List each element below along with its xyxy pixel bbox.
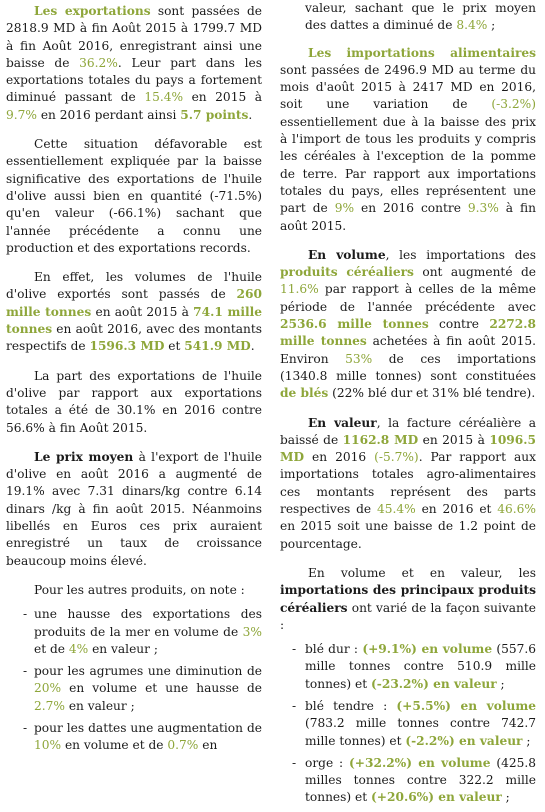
left-column: [6, 0, 262, 760]
average-price-heading: Le prix moyen: [34, 449, 134, 464]
other-products-list: [6, 606, 262, 754]
exports-paragraph: Les exportations sont passées de 2818.9 MD à fin Août 2015 à 1799.7 MD à fin Août 2016, enregistrant ainsi une baisse de 36.2%. Leur part dans les exportations totales du pays a fortement diminué passant de 15.4% en 2015 à 9.7% en 2016 perdant ainsi 5.7 points.: [6, 4, 263, 122]
list-item: - pour les dattes une augmentation de 10% en volume et de 0.7% en: [6, 720, 262, 755]
average-price-paragraph: Le prix moyen à l'export de l'huile d'olive en août 2016 a augmenté de 19.1% avec 7.31 dinars/kg contre 6.14 dinars /kg à fin août 2015. Néanmoins libellés en Euros ces prix auraient enregistré un taux de croissance beaucoup moins élevé.: [6, 449, 262, 568]
list-item: - pour les agrumes une diminution de 20% en volume et une hausse de 2.7% en valeur ;: [6, 663, 262, 715]
cereal-products-list: [280, 641, 536, 807]
cereal-value-paragraph: En valeur, la facture céréalière a baissé de 1162.8 MD en 2015 à 1096.5 MD en 2016 (-5.7%). Par rapport aux importations totales agro-alimentaires ces montants représent des parts respectives de 45.4% en 2016 et 46.6% en 2015 soit une baisse de 1.2 point de pourcentage.: [280, 415, 537, 551]
olive-volumes-paragraph: En effet, les volumes de l'huile d'olive exportés sont passés de 260 mille tonnes en août 2015 à 74.1 mille tonnes en août 2016, avec des montants respectifs de 1596.3 MD et 541.9 MD.: [6, 270, 262, 354]
food-imports-paragraph: Les importations alimentaires sont passées de 2496.9 MD au terme du mois d'août 2015 à 2417 MD en 2016, soit une variation de (-3.2%) essentiellement due à la baisse des prix à l'import de tous les produits y compris les céréales à l'exception de la pomme de terre. Par rapport aux importations totales du pays, elles représentent une part de 9% en 2016 contre 9.3% à fin août 2015.: [280, 45, 536, 233]
food-imports-heading: Les importations alimentaires: [308, 45, 536, 60]
list-item: - orge : (+32.2%) en volume (425.8 milles tonnes contre 322.2 mille tonnes) et (+20.6%) en valeur ;: [280, 755, 536, 807]
list-item: - blé tendre : (+5.5%) en volume (783.2 mille tonnes contre 742.7 mille tonnes) et (-2.2%) en valeur ;: [280, 698, 536, 750]
cereal-variation-intro: En volume et en valeur, les importations des principaux produits céréaliers ont varié de la façon suivante :: [280, 565, 536, 632]
dates-continuation: valeur, sachant que le prix moyen des dattes a diminué de 8.4% ;: [305, 1, 536, 33]
list-item: - blé dur : (+9.1%) en volume (557.6 mille tonnes contre 510.9 mille tonnes) et (-23.2%) en valeur ;: [280, 641, 536, 693]
list-item: - une hausse des exportations des produits de la mer en volume de 3% et de 4% en valeur ;: [6, 606, 262, 658]
olive-share-paragraph: La part des exportations de l'huile d'olive par rapport aux exportations totales a été de 30.1% en 2016 contre 56.6% à fin Août 2015.: [6, 368, 262, 435]
situation-paragraph: Cette situation défavorable est essentiellement expliquée par la baisse significative des exportations de l'huile d'olive aussi bien en quantité (-71.5%) qu'en valeur (-66.1%) sachant que l'année précédente a connu une production et des exportations records.: [6, 137, 262, 255]
other-products-intro: Pour les autres produits, on note :: [34, 582, 245, 597]
exports-heading: Les exportations: [34, 4, 151, 18]
cereal-volume-paragraph: En volume, les importations des produits céréaliers ont augmenté de 11.6% par rapport à celles de la même période de l'année précédente avec 2536.6 mille tonnes contre 2272.8 mille tonnes achetées à fin août 2015. Environ 53% de ces importations (1340.8 mille tonnes) sont constituées de blés (22% blé dur et 31% blé tendre).: [280, 247, 537, 401]
right-column: [280, 0, 536, 812]
